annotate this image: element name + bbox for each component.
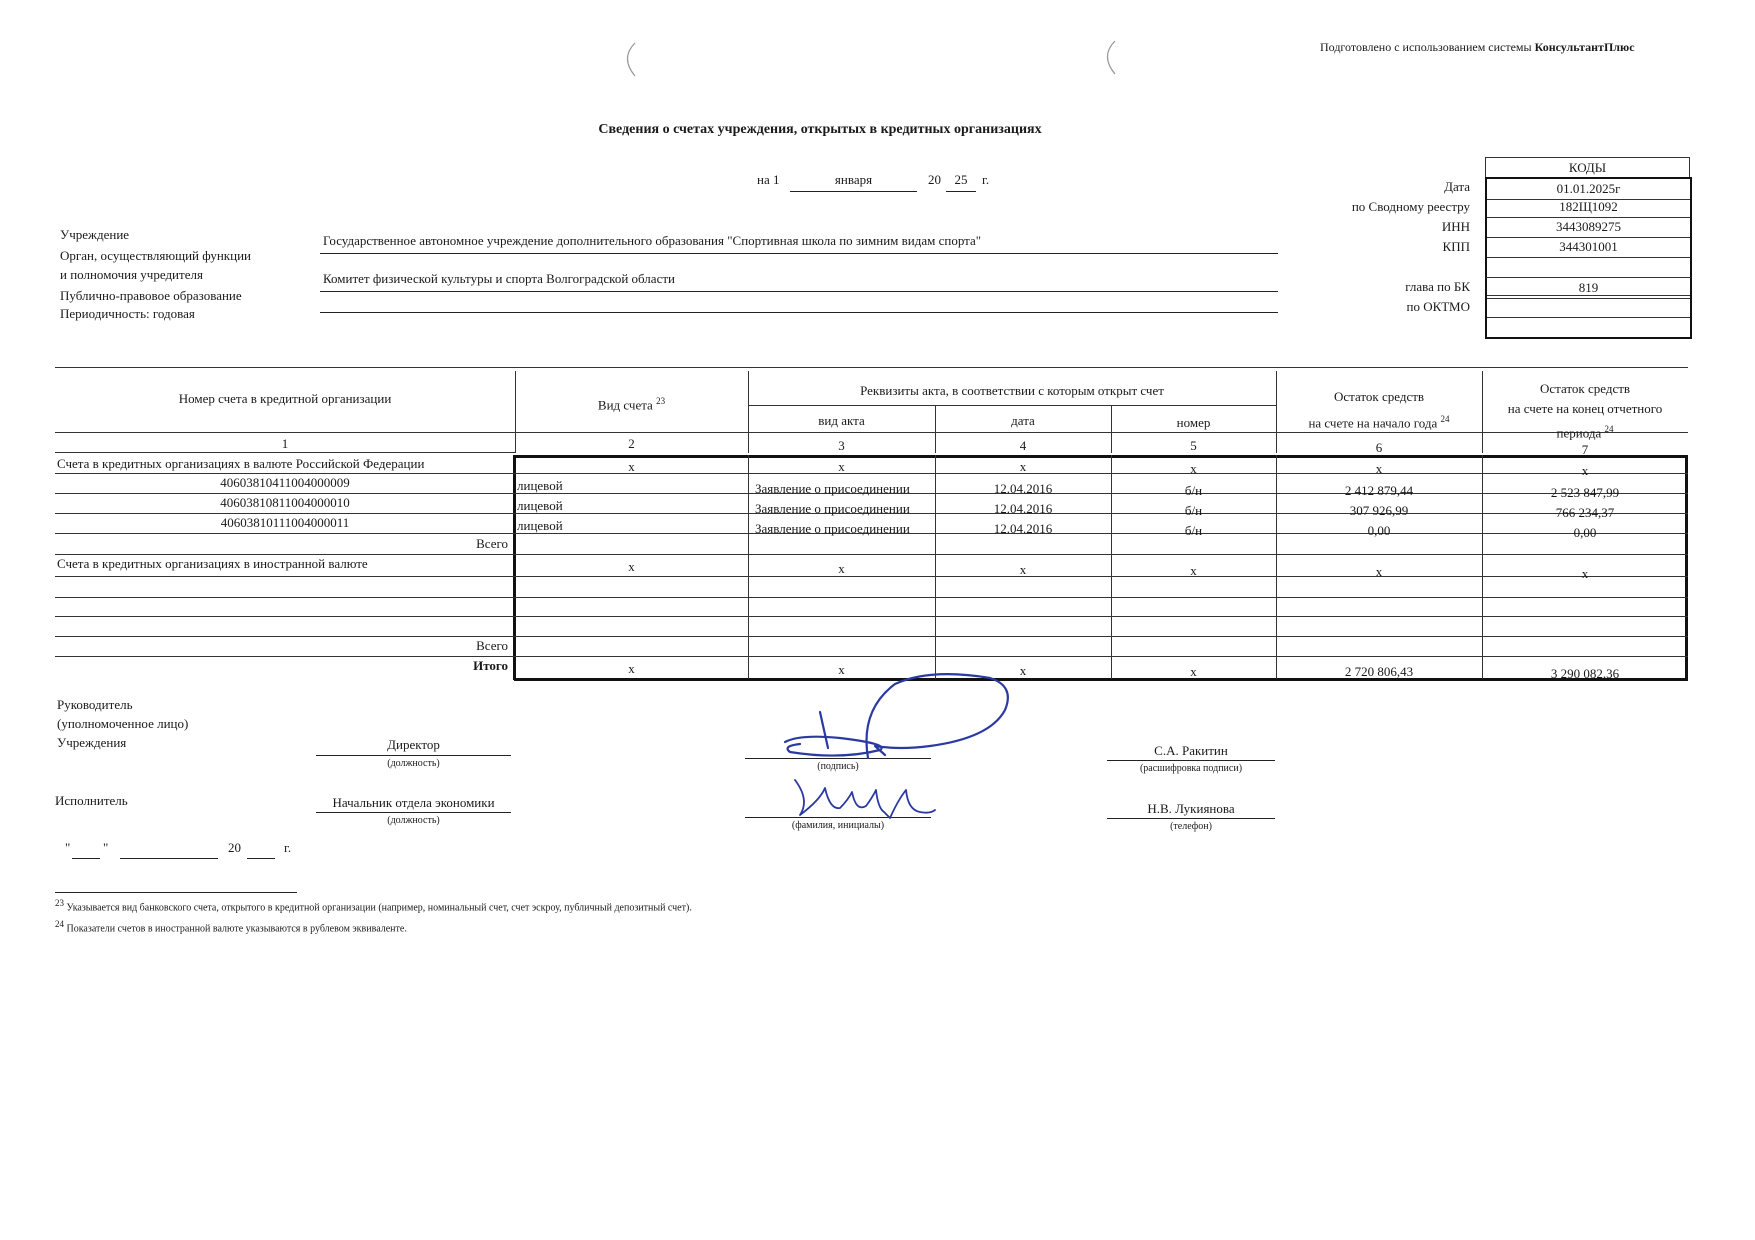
head-position: Директор xyxy=(387,737,440,752)
page-title: Сведения о счетах учреждения, открытых в кредитных организациях xyxy=(598,122,1042,137)
col-header-end-3 xyxy=(1482,420,1688,442)
section-rub-mark: х xyxy=(1375,461,1383,476)
codes-value-inn: 3443089275 xyxy=(1485,217,1692,238)
bottom-date-g: г. xyxy=(284,840,292,855)
section-rub-mark: х xyxy=(1581,463,1589,478)
row-line xyxy=(55,616,1688,617)
codes-label-inn: ИНН xyxy=(1441,219,1470,234)
grand-total-mark: х xyxy=(1019,663,1027,678)
codes-value-oktmo xyxy=(1485,297,1692,318)
account-type: лицевой xyxy=(517,478,563,493)
col-header-act-number: номер xyxy=(1176,415,1211,430)
col-header-account: Номер счета в кредитной организации xyxy=(178,391,392,406)
executor-position-underline xyxy=(316,812,511,813)
institution-underline xyxy=(320,253,1278,254)
total-fx-label: Всего xyxy=(476,638,508,653)
section-rub-mark: х xyxy=(838,459,845,474)
col-number: 1 xyxy=(281,436,289,451)
act-date: 12.04.2016 xyxy=(993,481,1053,496)
codes-heading: КОДЫ xyxy=(1485,157,1690,179)
bottom-date-year-prefix: 20 xyxy=(228,840,241,855)
footnote-separator xyxy=(55,892,297,893)
grand-total-end: 3 290 082,36 xyxy=(1550,666,1620,681)
total-rub-label: Всего xyxy=(476,536,508,551)
section-fx-mark: х xyxy=(628,559,635,574)
section-fx-mark: х xyxy=(1375,564,1383,579)
executor-signature-caption: (фамилия, инициалы) xyxy=(791,820,885,831)
codes-value-date: 01.01.2025г xyxy=(1485,177,1692,200)
section-fx-mark: х xyxy=(1190,563,1197,578)
table-top-line xyxy=(55,367,1688,368)
col-header-end-2: на счете на конец отчетного xyxy=(1507,401,1663,416)
institution-value: Государственное автономное учреждение дополнительного образования "Спортивная школа по зимним видам спорта" xyxy=(323,233,982,248)
codes-label-oktmo: по ОКТМО xyxy=(1406,299,1470,314)
balance-end: 2 523 847,99 xyxy=(1550,485,1620,500)
date-month: января xyxy=(834,172,873,187)
act-number: б/н xyxy=(1184,523,1203,538)
date-month-underline-bottom xyxy=(120,858,218,859)
founder-value: Комитет физической культуры и спорта Волгоградской области xyxy=(323,271,675,286)
head-label-3: Учреждения xyxy=(57,735,127,750)
col-header-type-text: Вид счета xyxy=(597,397,653,413)
date-quote-open: " xyxy=(65,840,71,855)
balance-end: 0,00 xyxy=(1573,525,1597,540)
executor-position: Начальник отдела экономики xyxy=(332,795,495,810)
act-number: б/н xyxy=(1184,483,1203,498)
section-fx-label: Счета в кредитных организациях в иностранной валюте xyxy=(57,556,368,571)
act-kind: Заявление о присоединении xyxy=(755,521,910,536)
footnote-24-text: Показатели счетов в иностранной валюте указываются в рублевом эквиваленте. xyxy=(66,923,407,935)
act-group-line xyxy=(748,405,1276,406)
codes-label-bk: глава по БК xyxy=(1405,279,1470,294)
col-header-end-3-text: периода xyxy=(1556,425,1602,441)
col-header-act-kind: вид акта xyxy=(818,413,865,428)
col-header-start-sup: 24 xyxy=(1440,414,1450,424)
act-kind: Заявление о присоединении xyxy=(755,481,910,496)
grand-total-label: Итого xyxy=(473,658,508,673)
col-number: 3 xyxy=(838,438,845,453)
footnote-23 xyxy=(55,898,692,913)
founder-label-2: и полномочия учредителя xyxy=(60,267,203,282)
footnote-23-text: Указывается вид банковского счета, открытого в кредитной организации (например, номинальный счет, счет эскроу, публичный депозитный счет). xyxy=(66,902,692,914)
account-number: 40603810111004000011 xyxy=(220,515,350,530)
section-fx-mark: х xyxy=(1581,566,1589,581)
account-type: лицевой xyxy=(517,498,563,513)
col-header-act-date: дата xyxy=(1011,413,1035,428)
date-prefix: на 1 xyxy=(757,172,780,187)
head-position-underline xyxy=(316,755,511,756)
executor-name: Н.В. Лукиянова xyxy=(1147,801,1235,816)
codes-value-last xyxy=(1485,317,1692,339)
balance-start: 2 412 879,44 xyxy=(1344,483,1414,498)
head-signature-caption: (подпись) xyxy=(817,761,859,772)
balance-end: 766 234,37 xyxy=(1555,505,1615,520)
executor-label: Исполнитель xyxy=(55,793,128,808)
founder-underline xyxy=(320,291,1278,292)
section-fx-mark: х xyxy=(838,561,845,576)
account-type: лицевой xyxy=(517,518,563,533)
executor-position-caption: (должность) xyxy=(387,815,440,826)
head-label-2: (уполномоченное лицо) xyxy=(57,716,189,731)
account-number: 40603810811004000010 xyxy=(220,495,350,510)
section-rub-label: Счета в кредитных организациях в валюте Российской Федерации xyxy=(57,456,425,471)
scan-mark-icon xyxy=(615,40,645,80)
account-number: 40603810411004000009 xyxy=(220,475,350,490)
executor-signature-icon xyxy=(780,770,940,830)
institution-label: Учреждение xyxy=(60,227,130,242)
col-header-start-2-text: на счете на начало года xyxy=(1308,415,1438,431)
col-header-end-sup: 24 xyxy=(1604,424,1614,434)
col-number: 5 xyxy=(1190,438,1197,453)
codes-value-registry: 182Щ1092 xyxy=(1485,197,1692,218)
head-name-underline xyxy=(1107,760,1275,761)
section-fx-mark: х xyxy=(1019,562,1027,577)
col-number: 7 xyxy=(1581,442,1589,457)
row-line xyxy=(55,597,1688,598)
periodicity-label: Периодичность: годовая xyxy=(60,306,195,321)
date-day-underline xyxy=(72,858,100,859)
public-entity-underline xyxy=(320,312,1278,313)
col-header-end-1: Остаток средств xyxy=(1539,381,1631,396)
codes-value-kpp: 344301001 xyxy=(1485,237,1692,258)
date-year-underline xyxy=(946,191,976,192)
head-name: С.А. Ракитин xyxy=(1154,743,1228,758)
col-number: 2 xyxy=(628,436,635,451)
footnote-24 xyxy=(55,919,407,934)
col-header-act-group: Реквизиты акта, в соответствии с которым открыт счет xyxy=(860,383,1164,398)
grand-total-mark: х xyxy=(838,662,845,677)
codes-label-registry: по Сводному реестру xyxy=(1351,199,1470,214)
head-signature-icon xyxy=(780,670,1030,780)
col-header-type xyxy=(515,392,748,414)
codes-label-date: Дата xyxy=(1444,179,1470,194)
date-g: г. xyxy=(982,172,990,187)
balance-start: 307 926,99 xyxy=(1349,503,1409,518)
footnote-24-num: 24 xyxy=(55,919,64,929)
act-date: 12.04.2016 xyxy=(993,521,1053,536)
act-kind: Заявление о присоединении xyxy=(755,501,910,516)
section-rub-mark: х xyxy=(1019,459,1027,474)
date-year-underline-bottom xyxy=(247,858,275,859)
public-entity-label: Публично-правовое образование xyxy=(60,288,242,303)
grand-total-mark: х xyxy=(628,661,635,676)
head-label-1: Руководитель xyxy=(57,697,133,712)
head-name-caption: (расшифровка подписи) xyxy=(1139,763,1243,774)
col-number: 6 xyxy=(1375,440,1383,455)
date-year-suffix: 25 xyxy=(954,172,968,187)
col-header-start-1: Остаток средств xyxy=(1333,389,1425,404)
phone-caption: (телефон) xyxy=(1170,821,1212,832)
section-rub-mark: х xyxy=(1190,461,1197,476)
scan-mark-icon xyxy=(1095,38,1125,78)
prepared-note-brand: КонсультантПлюс xyxy=(1534,40,1635,54)
date-quote-close: " xyxy=(103,840,109,855)
founder-label-1: Орган, осуществляющий функции xyxy=(60,248,251,263)
balance-start: 0,00 xyxy=(1367,523,1391,538)
col-header-type-sup: 23 xyxy=(656,396,666,406)
grand-total-mark: х xyxy=(1190,664,1197,679)
act-number: б/н xyxy=(1184,503,1203,518)
head-position-caption: (должность) xyxy=(387,758,440,769)
footnote-23-num: 23 xyxy=(55,898,64,908)
col-header-start-2 xyxy=(1276,410,1482,432)
prepared-note xyxy=(1320,40,1720,55)
codes-value-bk: 819 xyxy=(1485,277,1692,299)
prepared-note-prefix: Подготовлено с использованием системы xyxy=(1320,40,1532,54)
date-year-prefix: 20 xyxy=(928,172,941,187)
date-month-underline xyxy=(790,191,917,192)
codes-label-kpp: КПП xyxy=(1442,239,1470,254)
act-date: 12.04.2016 xyxy=(993,501,1053,516)
grand-total-start: 2 720 806,43 xyxy=(1344,664,1414,679)
col-number: 4 xyxy=(1019,438,1027,453)
section-rub-mark: х xyxy=(628,459,635,474)
executor-name-underline xyxy=(1107,818,1275,819)
